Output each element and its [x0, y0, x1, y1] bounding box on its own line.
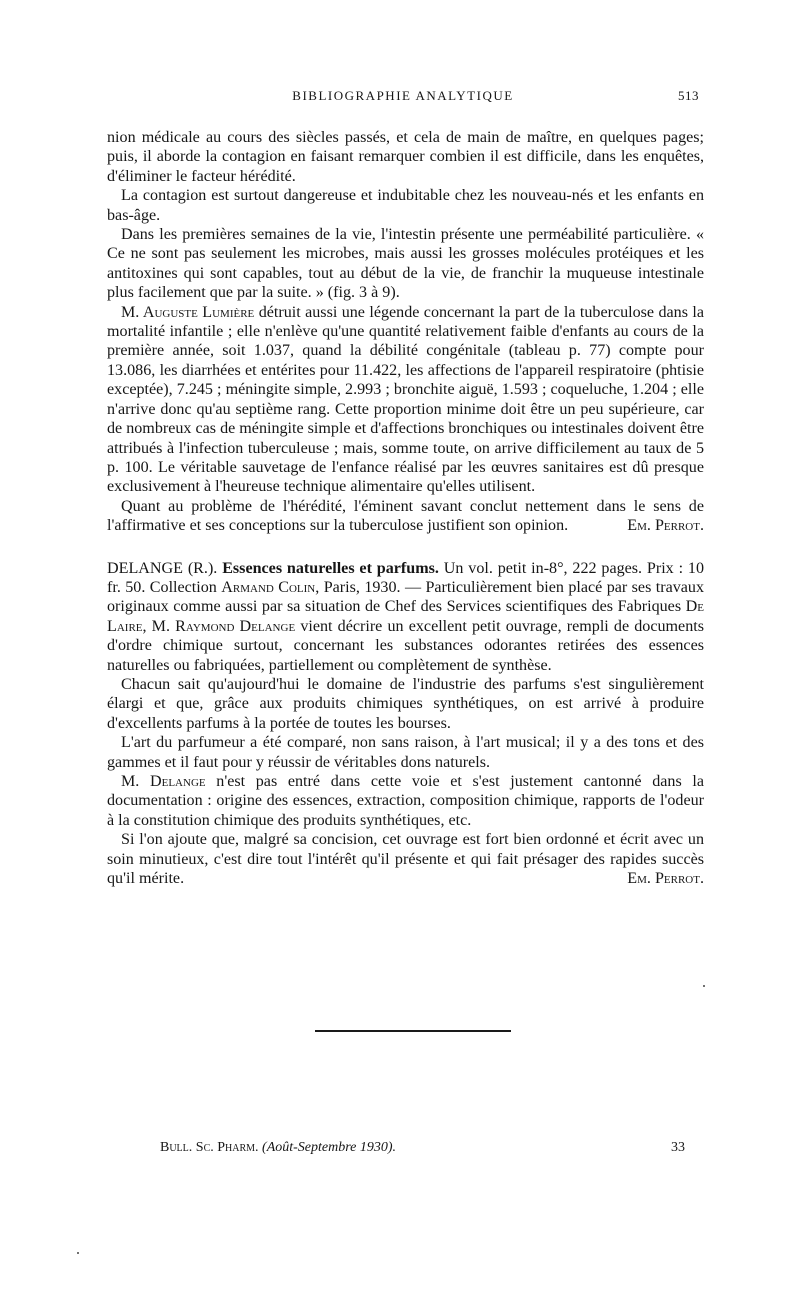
review1-signature: Em. Perrot.: [627, 517, 704, 535]
review1-paragraph-5-text: Quant au problème de l'hérédité, l'éminent savant conclut nettement dans le sens de l'affirmative et ses conceptions sur la tuberculose justifient son opinion.: [107, 497, 704, 535]
review2-citation-c: , M.: [142, 617, 176, 635]
page-body: [107, 128, 704, 888]
author-name-lumiere: M. Auguste Lumière: [121, 303, 255, 321]
review1-paragraph-4: [107, 303, 704, 497]
review1-paragraph-2: La contagion est surtout dangereuse et indubitable chez les nouveau-nés et les enfants en bas-âge.: [107, 187, 704, 224]
company-name: De Laire: [107, 598, 704, 635]
review2-paragraph-5-text: Si l'on ajoute que, malgré sa concision, cet ouvrage est fort bien ordonné et écrit avec un soin minutieux, c'est dire tout l'intérêt qu'il présente et qui fait présager des rapides succès qu'il mérite.: [107, 831, 704, 888]
review2-entry: [107, 559, 704, 675]
review2-paragraph-3: L'art du parfumeur a été comparé, non sans raison, à l'art musical; il y a des tons et des gammes et il faut pour y réussir de véritables dons naturels.: [107, 734, 704, 771]
author-name-delange: M. Delange: [121, 773, 206, 790]
review2-title: Essences naturelles et parfums.: [222, 559, 439, 577]
review2-author: DELANGE (R.).: [107, 559, 218, 577]
person-name: Raymond Delange: [175, 617, 296, 635]
print-speck: [703, 985, 705, 987]
page-number: 513: [678, 88, 699, 103]
review1-paragraph-3: Dans les premières semaines de la vie, l'intestin présente une perméabilité particulière. « Ce ne sont pas seulement les microbes, mais aussi les grosses molécules protéiques et les antitoxines qui sont capables, tout au début de la vie, de franchir la muqueuse intestinale plus facilement que par la suite. » (fig. 3 à 9).: [107, 226, 704, 302]
publisher-name: Armand Colin: [221, 578, 316, 596]
review2-citation-b: , Paris, 1930. — Particulièrement bien placé par ses travaux originaux comme aussi par sa situation de Chef des Services scientifiques des Fabriques: [107, 578, 704, 616]
review1-paragraph-4-text: détruit aussi une légende concernant la part de la tuberculose dans la mortalité infantile ; elle n'enlève qu'une quantité relativement faible d'enfants au cours de la première année, soit 1.037, quand la débilité congénitale (tableau p. 77) compte pour 13.086, les diarrhées et entérites pour 11.422, les affections de l'appareil respiratoire (phtisie exceptée), 7.245 ; méningite simple, 2.993 ; bronchite aiguë, 1.593 ; coqueluche, 1.204 ; elle n'arrive donc qu'au septième rang. Cette proportion minime doit être un peu supérieure, car de nombreux cas de méningite simple et d'affections bronchiques ou intestinales doivent être attribués à l'infection tuberculeuse ; mais, somme toute, on arrive difficilement au taux de 5 p. 100. Le véritable sauvetage de l'enfance réalisé par les œuvres sanitaires est dû presque exclusivement à l'heureuse technique alimentaire qu'elles utilisent.: [107, 303, 705, 496]
review1-paragraph-5: [107, 497, 704, 536]
review2-paragraph-4: [107, 772, 704, 830]
review2-paragraph-2: Chacun sait qu'aujourd'hui le domaine de l'industrie des parfums s'est singulièrement élargi et que, grâce aux produits chimiques synthétiques, on est arrivé à produire d'excellents parfums à la portée de toutes les bourses.: [107, 675, 704, 732]
journal-reference: [160, 1140, 396, 1156]
review2-signature: Em. Perrot.: [627, 870, 704, 888]
review2-citation-a: Un vol. petit in-8°, 222 pages. Prix : 10 fr. 50. Collection: [107, 559, 704, 596]
review1-paragraph-1: nion médicale au cours des siècles passés, et cela de main de maître, en quelques pages; puis, il aborde la contagion en faisant remarquer combien il est difficile, dans les enquêtes, d'éliminer le facteur hérédité.: [107, 129, 704, 185]
print-speck: [77, 1252, 79, 1254]
review2-paragraph-5: [107, 830, 704, 888]
journal-issue: (Août-Septembre 1930).: [262, 1140, 397, 1155]
running-title: BIBLIOGRAPHIE ANALYTIQUE: [292, 88, 514, 103]
page-header: [107, 88, 699, 110]
section-divider: [315, 1030, 511, 1032]
journal-name: Bull. Sc. Pharm.: [160, 1140, 259, 1155]
review2-citation-d: vient décrire un excellent petit ouvrage, rempli de documents d'ordre chimique surtout, concernant les substances odorantes retirées des essences naturelles ou fabriquées, partiellement ou complètement de synthèse.: [107, 617, 704, 674]
review2-paragraph-4-text: n'est pas entré dans cette voie et s'est justement cantonné dans la documentation : origine des essences, extraction, composition chimique, rapports de l'odeur à la constitution chimique des produits synthétiques, etc.: [107, 773, 704, 829]
sheet-number: 33: [671, 1140, 685, 1155]
